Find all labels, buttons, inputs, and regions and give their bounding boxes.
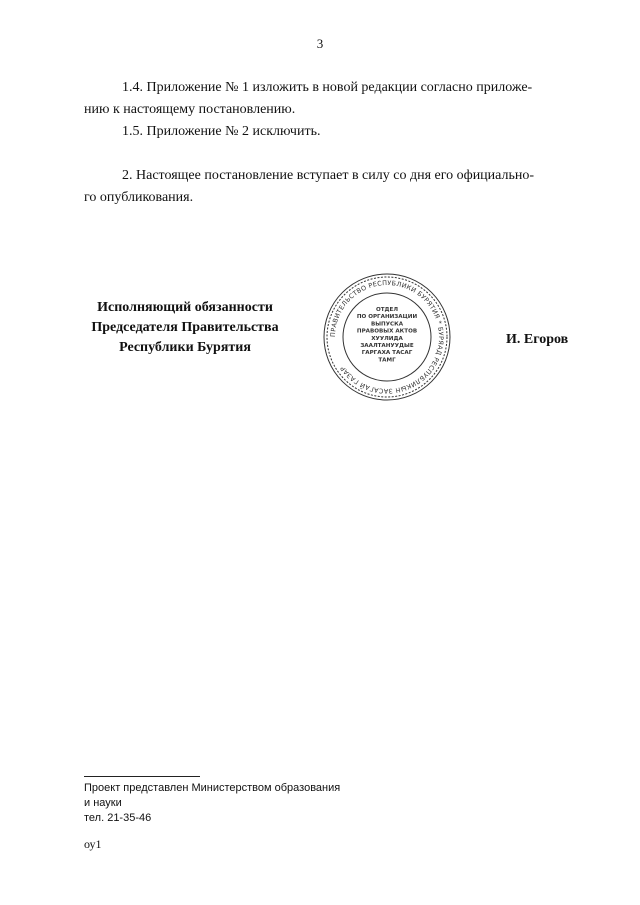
official-seal-stamp xyxy=(321,271,453,403)
seal-center-line: ПРАВОВЫХ АКТОВ xyxy=(356,328,418,335)
paragraph-2-line1: 2. Настоящее постановление вступает в силу со дня его официально- xyxy=(122,168,535,183)
signer-name: И. Егоров xyxy=(506,332,569,347)
footnote-line3: тел. 21-35-46 xyxy=(84,812,152,824)
signer-title xyxy=(60,298,310,358)
seal-center-line: ТАМГ xyxy=(378,357,396,364)
seal-center-line: ХУУЛИДА xyxy=(371,335,403,342)
seal-center-line: ЗААЛТАНУУДЫЕ xyxy=(360,343,414,349)
footnote-line1: Проект представлен Министерством образования xyxy=(84,782,341,794)
page-number: 3 xyxy=(316,36,324,51)
seal-ring-text: ПРАВИТЕЛЬСТВО РЕСПУБЛИКИ БУРЯТИЯ * БУРЯАД РЕСПУБЛИКЫН ЗАСАГАЙ ГАЗАР xyxy=(328,278,446,396)
seal-center-line: ПО ОРГАНИЗАЦИИ xyxy=(356,314,418,321)
seal-center-line: ВЫПУСКА xyxy=(370,321,404,328)
footnote xyxy=(84,781,340,826)
paragraph-2 xyxy=(84,165,574,209)
seal-center-line: ОТДЕЛ xyxy=(375,307,399,313)
signer-title-line2: Председателя Правительства xyxy=(91,320,279,335)
signer-title-line3: Республики Бурятия xyxy=(119,340,251,355)
paragraph-1-4-line2: нию к настоящему постановлению. xyxy=(84,102,296,117)
paragraph-1-5 xyxy=(84,121,574,143)
paragraph-2-line2: го опубликования. xyxy=(84,190,194,205)
paragraph-1-4 xyxy=(84,77,574,121)
paragraph-1-5-text: 1.5. Приложение № 2 исключить. xyxy=(122,124,321,139)
seal-center-line: ГАРГАХА ТАСАГ xyxy=(361,350,413,357)
footnote-rule xyxy=(84,776,200,777)
signer-title-line1: Исполняющий обязанности xyxy=(97,300,273,315)
footnote-line2: и науки xyxy=(84,797,122,809)
document-code: оу1 xyxy=(84,837,102,851)
paragraph-1-4-line1: 1.4. Приложение № 1 изложить в новой редакции согласно приложе- xyxy=(122,80,533,95)
